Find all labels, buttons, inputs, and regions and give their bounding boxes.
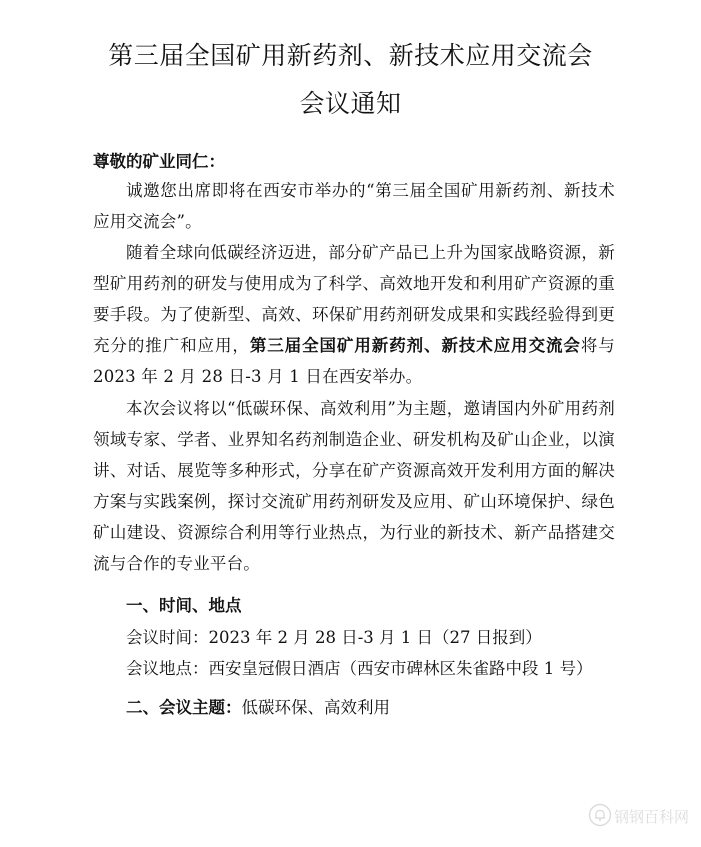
- paragraph-background-date: 将与 2023 年 2 月 28 日-3 月 1 日在西安举办。: [93, 336, 615, 386]
- bell-icon: [588, 803, 612, 827]
- meeting-time: 会议时间：2023 年 2 月 28 日-3 月 1 日（27 日报到）: [126, 628, 542, 647]
- document-subtitle: 会议通知: [299, 89, 402, 118]
- paragraph-theme-description: 本次会议将以“低碳环保、高效利用”为主题，邀请国内外矿用药剂领域专家、学者、业界知名药剂制造企业、研发机构及矿山企业，以演讲、对话、展览等多种形式，分享在矿产资源高效开发利用方面的解决方案与实践案例，探讨交流矿用药剂研发及应用、矿山环境保护、绿色矿山建设、资源综合利用等行业热点，为行业的新技术、新产品搭建交流与合作的专业平台。: [93, 399, 615, 573]
- watermark-text: 钢钢百科网: [614, 808, 690, 826]
- salutation: 尊敬的矿业同仁：: [93, 152, 225, 171]
- section-theme-heading: [126, 694, 390, 718]
- watermark: [586, 800, 698, 830]
- section-theme-title: 二、会议主题：: [126, 698, 242, 717]
- section-time-place-heading: [126, 592, 242, 616]
- meeting-place: 会议地点：西安皇冠假日酒店（西安市碑林区朱雀路中段 1 号）: [126, 659, 593, 678]
- section-theme-value: 低碳环保、高效利用: [241, 698, 390, 717]
- paragraph-background-text: 随着全球向低碳经济迈进，部分矿产品已上升为国家战略资源，新型矿用药剂的研发与使用成为了科学、高效地开发和利用矿产资源的重要手段。为了使新型、高效、环保矿用药剂研发成果和实践经验得到更充分的推广和应用，: [93, 243, 615, 355]
- paragraph-background: [93, 237, 615, 392]
- paragraph-invitation: 诚邀您出席即将在西安市举办的“第三届全国矿用新药剂、新技术应用交流会”。: [93, 181, 615, 231]
- document-title: 第三届全国矿用新药剂、新技术应用交流会: [108, 41, 593, 70]
- section-time-place-title: 一、时间、地点: [126, 596, 242, 615]
- conference-name-bold: 第三届全国矿用新药剂、新技术应用交流会: [249, 336, 581, 355]
